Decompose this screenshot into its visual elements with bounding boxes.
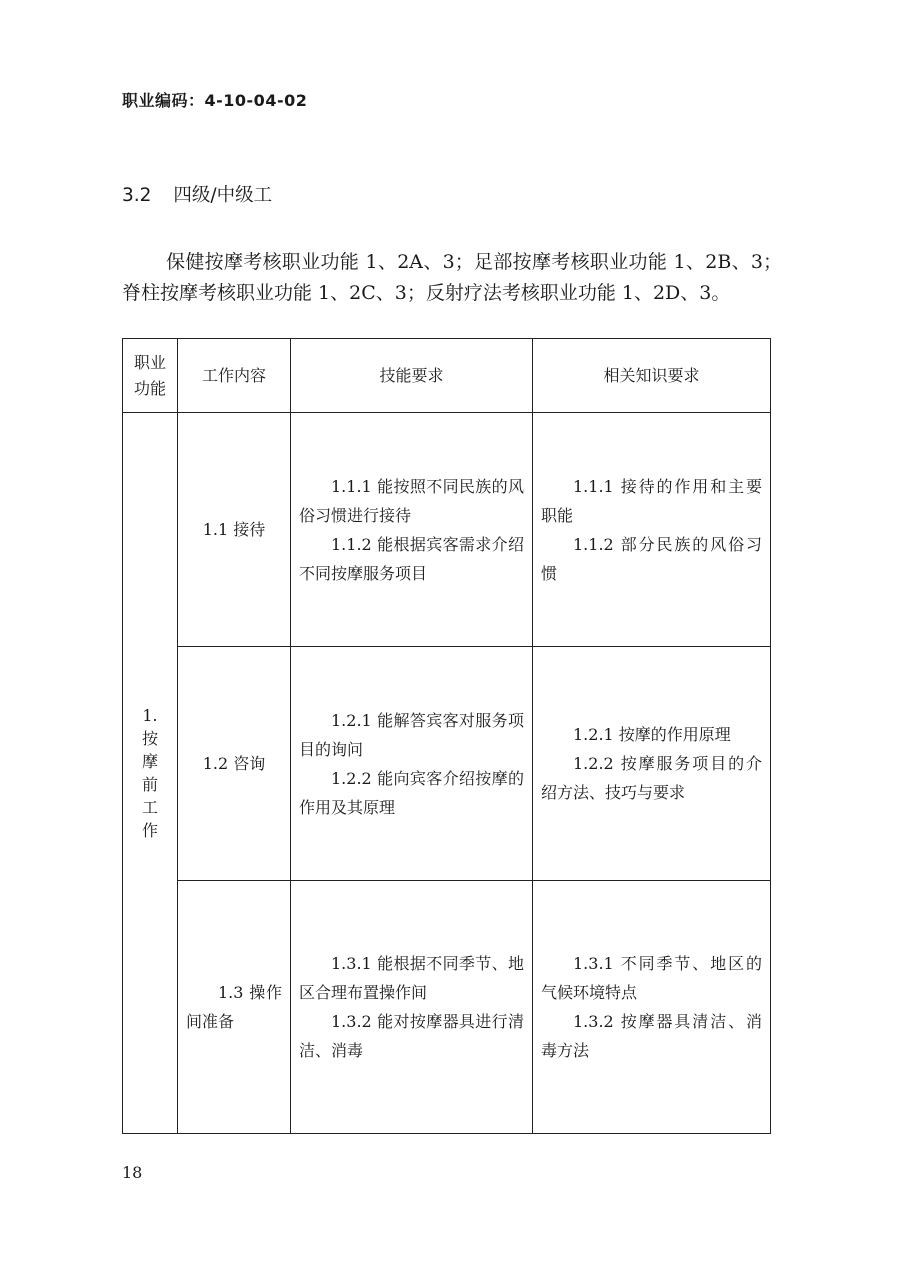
knowledge-cell: 1.3.1 不同季节、地区的气候环境特点 1.3.2 按摩器具清洁、消毒方法 bbox=[533, 881, 771, 1134]
occupation-code: 职业编码：4-10-04-02 bbox=[122, 91, 308, 110]
requirements-table bbox=[122, 338, 771, 1134]
header-function: 职业功能 bbox=[123, 339, 178, 413]
table-row bbox=[123, 881, 771, 1134]
intro-paragraph: 保健按摩考核职业功能 1、2A、3；足部按摩考核职业功能 1、2B、3；脊柱按摩考核职业功能 1、2C、3；反射疗法考核职业功能 1、2D、3。 bbox=[122, 251, 782, 304]
knowledge-cell: 1.1.1 接待的作用和主要职能 1.1.2 部分民族的风俗习惯 bbox=[533, 413, 771, 647]
table-row bbox=[123, 413, 771, 647]
section-heading bbox=[122, 181, 272, 207]
section-number: 3.2 bbox=[122, 185, 152, 206]
table-header-row bbox=[123, 339, 771, 413]
work-content-cell: 1.1 接待 bbox=[178, 413, 291, 647]
skills-cell: 1.1.1 能按照不同民族的风俗习惯进行接待 1.1.2 能根据宾客需求介绍不同按摩服务项目 bbox=[291, 413, 533, 647]
work-content-cell: 1.2 咨询 bbox=[178, 647, 291, 881]
header-content: 工作内容 bbox=[178, 339, 291, 413]
function-number: 1. bbox=[142, 706, 158, 725]
table-row bbox=[123, 647, 771, 881]
skills-cell: 1.2.1 能解答宾客对服务项目的询问 1.2.2 能向宾客介绍按摩的作用及其原理 bbox=[291, 647, 533, 881]
section-title-text: 四级/中级工 bbox=[173, 185, 273, 206]
knowledge-cell: 1.2.1 按摩的作用原理 1.2.2 按摩服务项目的介绍方法、技巧与要求 bbox=[533, 647, 771, 881]
page-number: 18 bbox=[122, 1163, 143, 1182]
header-knowledge: 相关知识要求 bbox=[533, 339, 771, 413]
work-content-cell: 1.3 操作间准备 bbox=[178, 881, 291, 1134]
skills-cell: 1.3.1 能根据不同季节、地区合理布置操作间 1.3.2 能对按摩器具进行清洁、消毒 bbox=[291, 881, 533, 1134]
header-skills: 技能要求 bbox=[291, 339, 533, 413]
function-cell: 1. 按 摩 前 工 作 bbox=[123, 413, 178, 1134]
